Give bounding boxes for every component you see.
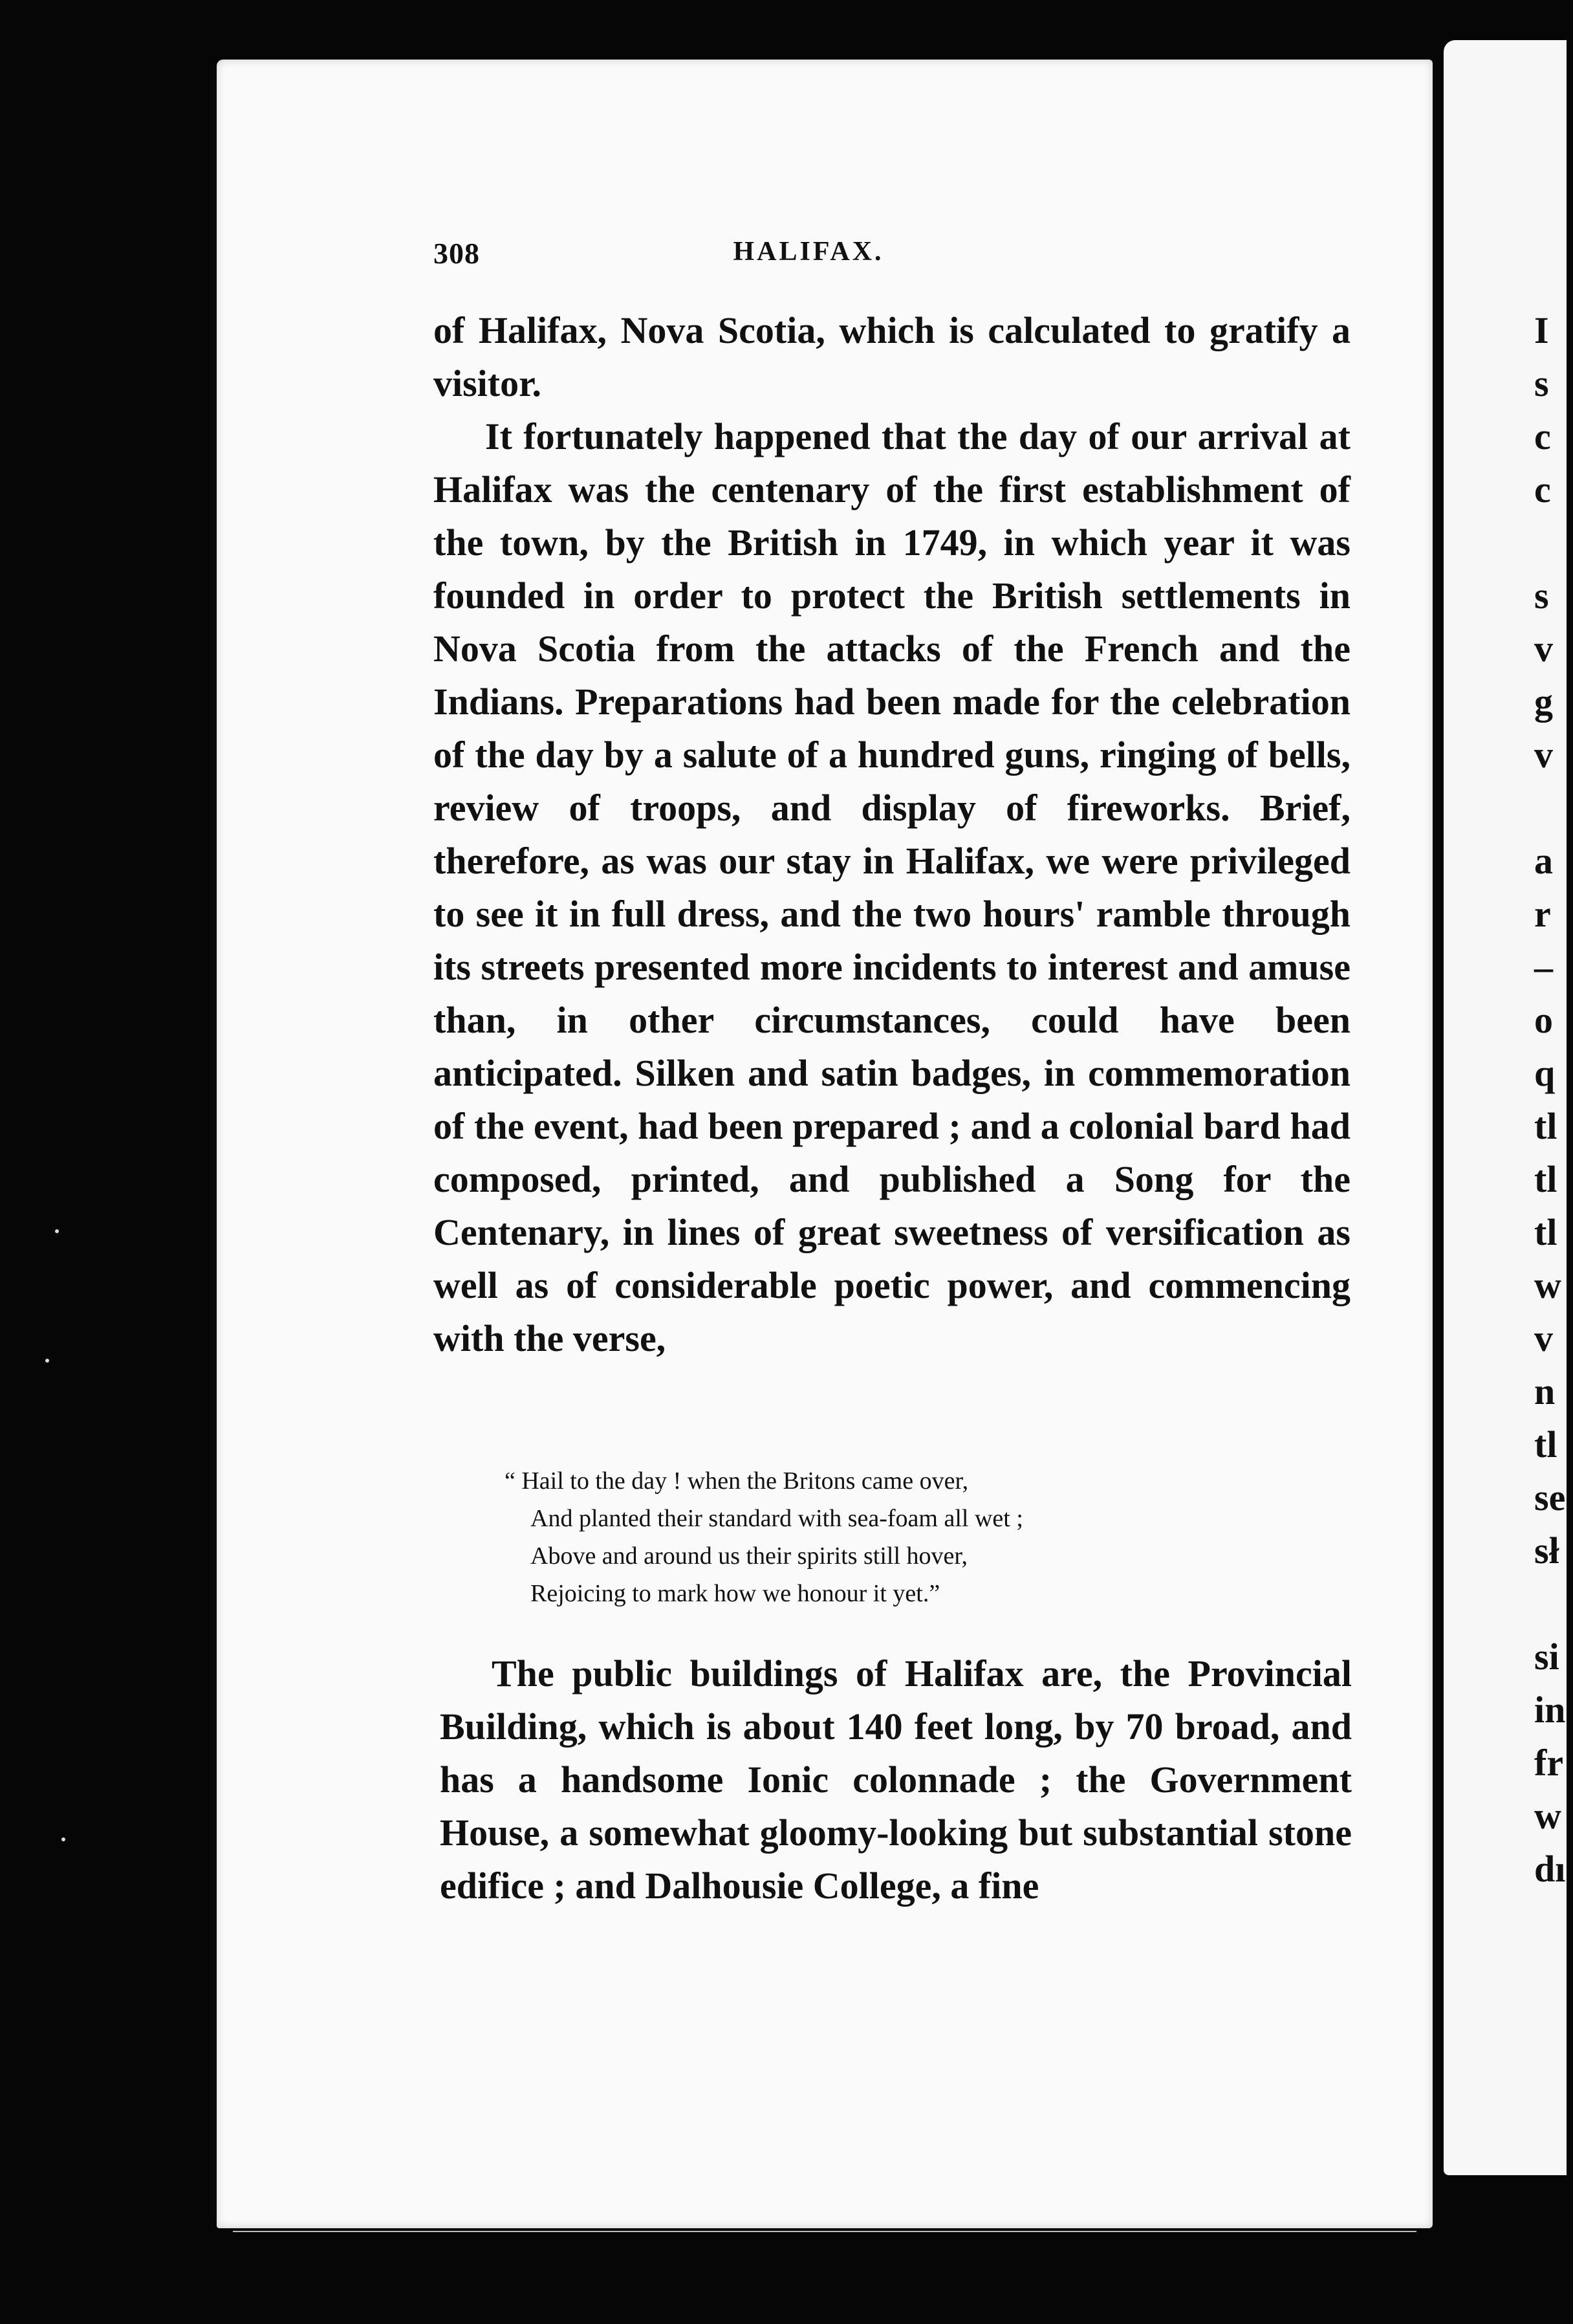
paragraph-public-buildings: The public buildings of Halifax are, the Provincial Building, which is about 140 feet long, by 70 broad, and has a handsome Ionic colonnade ; the Government House, a somewhat gloomy-looking but substantial stone edifice ; and Dalhousie College, a fine (440, 1652, 1352, 1907)
facing-page-line: se (1534, 1476, 1566, 1518)
facing-page-line (1534, 516, 1573, 569)
facing-page-line: fr (1534, 1742, 1564, 1784)
verse-quotation (504, 1462, 1307, 1612)
facing-page-line: tl (1534, 1211, 1557, 1253)
facing-page-line: si (1534, 1636, 1559, 1678)
facing-page-line: s (1534, 362, 1549, 404)
paragraph-centenary: It fortunately happened that the day of our arrival at Halifax was the centenary of the first establishment of the town, by the British in 1749, in which year it was founded in order to protect the British settlements in Nova Scotia from the attacks of the French and the Indians. Preparations had been made for the celebration of the day by a salute of a hundred guns, ringing of bells, review of troops, and display of fireworks. Brief, therefore, as was our stay in Halifax, we were privileged to see it in full dress, and the two hours' ramble through its streets presented more incidents to interest and amuse than, in other circumstances, could have been anticipated. Silken and satin badges, in commemoration of the event, had been prepared ; and a colonial bard had composed, printed, and published a Song for the Centenary, in lines of great sweetness of versification as well as of considerable poetic power, and commencing with the verse, (433, 415, 1351, 1359)
facing-page-line: – (1534, 946, 1553, 988)
facing-page-line: a (1534, 840, 1553, 882)
dust-speck (55, 1229, 59, 1233)
facing-page-line: sł (1534, 1529, 1559, 1572)
facing-page-line: s (1534, 575, 1549, 617)
body-text-after-verse (440, 1647, 1352, 1913)
page-header (433, 236, 1184, 275)
facing-page-line: I (1534, 309, 1549, 351)
facing-page-line: tl (1534, 1423, 1557, 1465)
facing-page-line: dı (1534, 1848, 1566, 1890)
running-title: HALIFAX. (733, 237, 884, 267)
facing-page-line: v (1534, 1317, 1553, 1359)
facing-page-line: c (1534, 468, 1551, 510)
facing-page-line (1534, 1577, 1573, 1630)
facing-page-line: tl (1534, 1158, 1557, 1200)
facing-page-line: v (1534, 628, 1553, 670)
facing-page-line: r (1534, 893, 1551, 935)
page-bottom-edge (233, 2231, 1416, 2232)
facing-page-line: in (1534, 1689, 1566, 1731)
facing-page-line: tl (1534, 1105, 1557, 1147)
verse-line: Above and around us their spirits still hover, (530, 1542, 968, 1570)
page-number: 308 (433, 237, 480, 270)
facing-page-line: q (1534, 1052, 1556, 1094)
verse-line: Rejoicing to mark how we honour it yet.” (530, 1580, 940, 1607)
verse-line: And planted their standard with sea-foam all wet ; (530, 1505, 1023, 1532)
facing-page-line: v (1534, 734, 1553, 776)
dust-speck (45, 1359, 49, 1363)
facing-page-line: o (1534, 999, 1553, 1041)
facing-page-line (1534, 782, 1573, 835)
verse-line: “ Hail to the day ! when the Britons came over, (504, 1467, 969, 1495)
dust-speck (61, 1837, 65, 1841)
facing-page-line: w (1534, 1795, 1561, 1837)
facing-page-line: w (1534, 1264, 1561, 1306)
body-text (433, 304, 1351, 1365)
facing-page-text (1534, 304, 1573, 1896)
facing-page-line: n (1534, 1370, 1556, 1412)
paragraph-continuation: of Halifax, Nova Scotia, which is calculated to gratify a visitor. (433, 309, 1351, 404)
facing-page-line: c (1534, 415, 1551, 457)
facing-page-line: g (1534, 681, 1553, 723)
